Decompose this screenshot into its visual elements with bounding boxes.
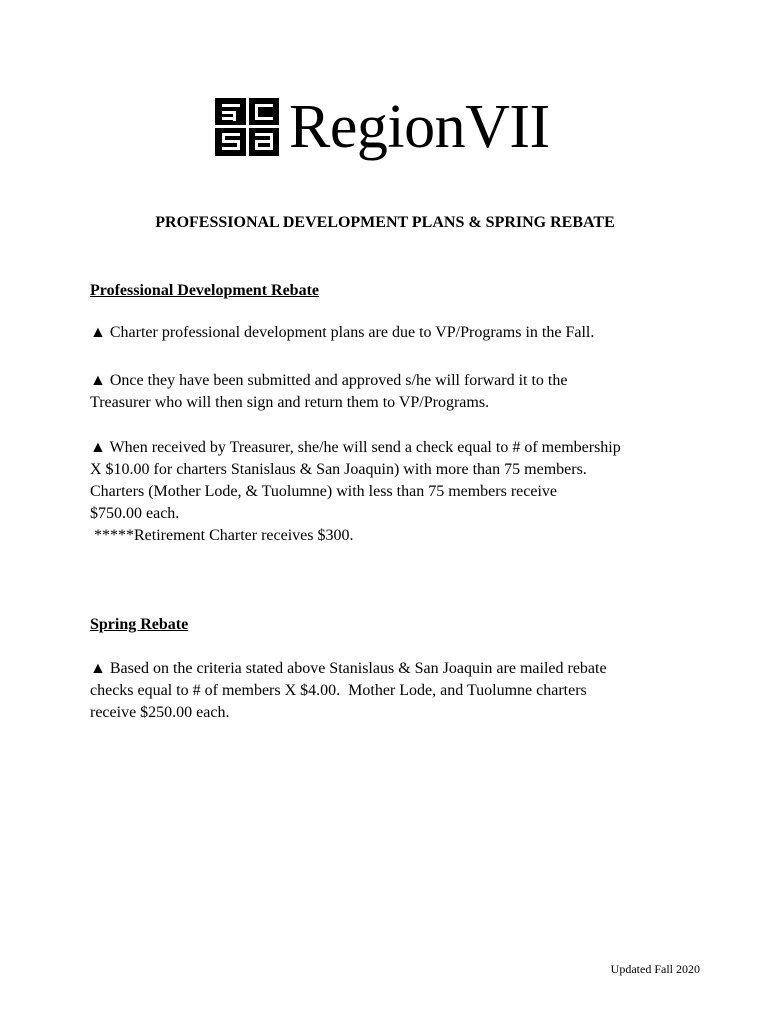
header	[215, 92, 550, 162]
text-line: receive $250.00 each.	[90, 704, 230, 721]
text-line: ▲ When received by Treasurer, she/he will send a check equal to # of membership	[90, 439, 621, 456]
bullet-paragraph	[90, 437, 710, 547]
text-line: ▲ Based on the criteria stated above Stanislaus & San Joaquin are mailed rebate	[90, 660, 607, 677]
section-heading-spring-rebate: Spring Rebate	[90, 616, 189, 633]
text-line: checks equal to # of members X $4.00. Mother Lode, and Tuolumne charters	[90, 682, 587, 699]
text-line: X $10.00 for charters Stanislaus & San Joaquin) with more than 75 members.	[90, 461, 587, 478]
text-line: *****Retirement Charter receives $300.	[90, 527, 354, 544]
footer-updated-date: Updated Fall 2020	[610, 962, 700, 976]
bullet-paragraph	[90, 370, 710, 414]
text-line: Charters (Mother Lode, & Tuolumne) with less than 75 members receive	[90, 483, 558, 500]
bullet-paragraph	[90, 322, 710, 344]
text-line: Treasurer who will then sign and return them to VP/Programs.	[90, 394, 490, 411]
text-line: ▲ Charter professional development plans are due to VP/Programs in the Fall.	[90, 324, 595, 341]
bullet-paragraph	[90, 658, 710, 724]
section-heading-pd-rebate: Professional Development Rebate	[90, 282, 319, 299]
acsa-logo-icon	[215, 98, 279, 156]
text-line: ▲ Once they have been submitted and approved s/he will forward it to the	[90, 372, 568, 389]
document-title: PROFESSIONAL DEVELOPMENT PLANS & SPRING REBATE	[155, 214, 615, 231]
text-line: $750.00 each.	[90, 505, 180, 522]
brand-name: RegionVII	[289, 93, 550, 161]
